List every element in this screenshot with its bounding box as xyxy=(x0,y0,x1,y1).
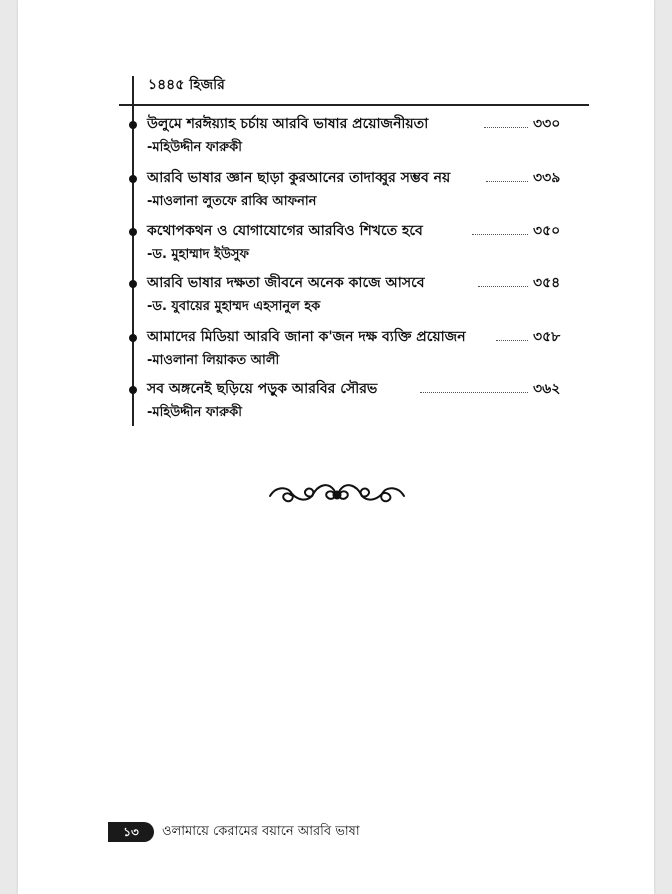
toc-entry[interactable] xyxy=(0,325,672,379)
toc-entry[interactable] xyxy=(0,271,672,325)
toc-entry-author: -মহিউদ্দীন ফারুকী xyxy=(147,140,242,155)
dot-leader xyxy=(478,286,528,287)
running-title: ওলামায়ে কেরামের বয়ানে আরবি ভাষা xyxy=(162,824,360,839)
toc-entry-title: কথোপকথন ও যোগাযোগের আরবিও শিখতে হবে xyxy=(147,223,423,239)
dot-leader xyxy=(484,127,528,128)
toc-entry-title: আরবি ভাষার দক্ষতা জীবনে অনেক কাজে আসবে xyxy=(147,275,425,291)
bullet-icon xyxy=(129,228,137,236)
toc-entry[interactable] xyxy=(0,166,672,220)
dot-leader xyxy=(420,392,528,393)
toc-entry-author: -মাওলানা লিয়াকত আলী xyxy=(147,353,280,368)
dot-leader xyxy=(472,234,528,235)
flourish-ornament-icon xyxy=(266,478,408,512)
toc-entry-title: সব অঙ্গনেই ছড়িয়ে পড়ুক আরবির সৌরভ xyxy=(147,381,378,397)
bullet-icon xyxy=(129,175,137,183)
toc-entry-title: উলুমে শরঈয়্যাহ চর্চায় আরবি ভাষার প্রয়োজনীয়তা xyxy=(147,116,429,132)
toc-entry-page: ৩৬২ xyxy=(533,381,561,397)
toc-entry-author: -ড. মুহাম্মাদ ইউসুফ xyxy=(147,247,250,262)
toc-entry-title: আরবি ভাষার জ্ঞান ছাড়া কুরআনের তাদাব্বুর সম্ভব নয় xyxy=(147,170,451,186)
toc-entry[interactable] xyxy=(0,377,672,431)
dot-leader xyxy=(496,340,528,341)
bullet-icon xyxy=(129,386,137,394)
toc-header-rule xyxy=(119,104,589,106)
toc-entry[interactable] xyxy=(0,219,672,273)
toc-entry-title: আমাদের মিডিয়া আরবি জানা ক'জন দক্ষ ব্যক্তি প্রয়োজন xyxy=(147,329,466,345)
toc-entry[interactable] xyxy=(0,112,672,166)
page-number-badge: ১৩ xyxy=(108,822,154,842)
toc-entry-page: ৩৫৮ xyxy=(533,329,561,345)
bullet-icon xyxy=(129,334,137,342)
toc-entry-author: -মাওলানা লুতফে রাব্বি আফনান xyxy=(147,194,317,209)
year-heading: ১৪৪৫ হিজরি xyxy=(148,77,225,93)
bullet-icon xyxy=(129,121,137,129)
toc-entry-page: ৩৫০ xyxy=(533,223,561,239)
toc-entry-author: -ড. যুবায়ের মুহাম্মদ এহসানুল হক xyxy=(147,299,321,314)
toc-entry-page: ৩৫৪ xyxy=(533,275,561,291)
dot-leader xyxy=(486,181,528,182)
toc-entry-page: ৩৩০ xyxy=(533,116,561,132)
toc-entry-page: ৩৩৯ xyxy=(533,170,561,186)
toc-entry-author: -মহিউদ্দীন ফারুকী xyxy=(147,405,242,420)
bullet-icon xyxy=(129,280,137,288)
